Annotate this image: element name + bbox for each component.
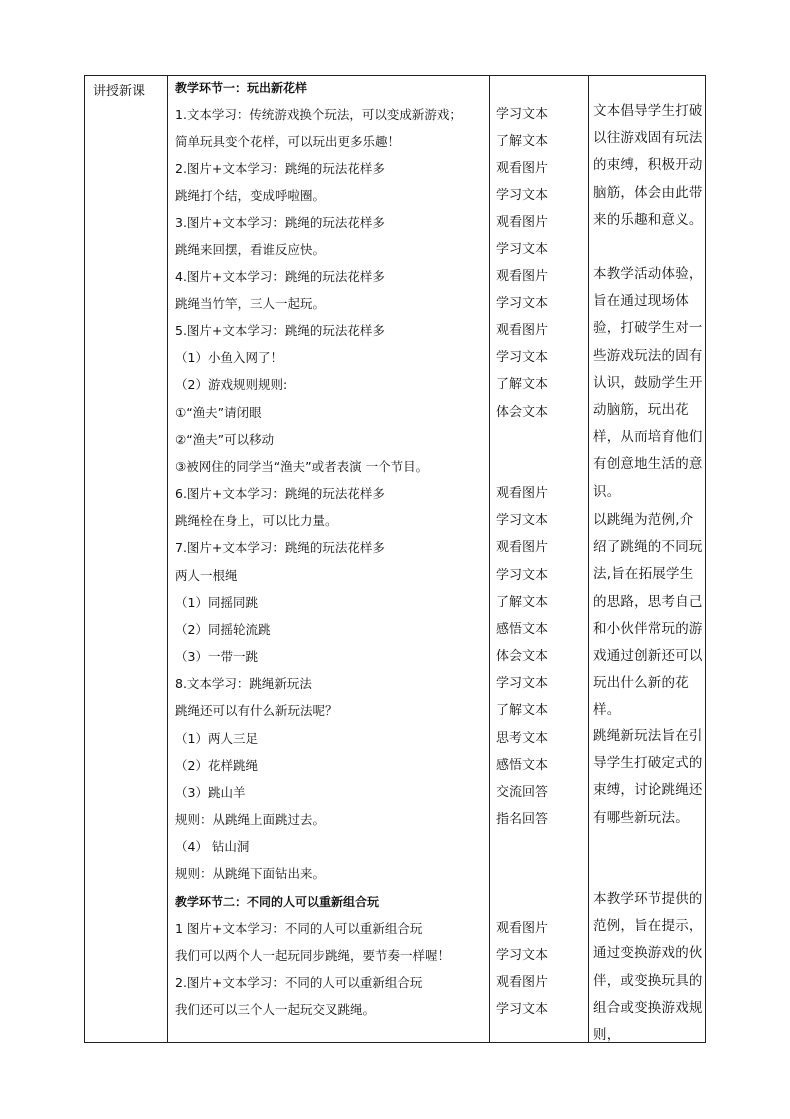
activity-item: 学习文本 xyxy=(496,242,549,257)
activity-item: 体会文本 xyxy=(496,649,549,664)
content-line: （1）两人三足 xyxy=(175,731,258,746)
content-line: 7.图片+文本学习：跳绳的玩法花样多 xyxy=(175,540,385,555)
content-line: 3.图片+文本学习：跳绳的玩法花样多 xyxy=(175,215,385,230)
content-line: 跳绳栓在身上，可以比力量。 xyxy=(175,513,338,528)
content-line: 规则：从跳绳上面跳过去。 xyxy=(175,812,326,827)
activity-item: 学习文本 xyxy=(496,350,549,365)
activity-item: 了解文本 xyxy=(496,703,549,718)
activity-item: 学习文本 xyxy=(496,188,549,203)
activity-item: 观看图片 xyxy=(496,215,549,230)
activity-item: 学习文本 xyxy=(496,676,549,691)
content-line: 我们可以两个人一起玩同步跳绳，要节奏一样喔！ xyxy=(175,948,451,963)
activity-item: 学习文本 xyxy=(496,568,549,583)
section-heading: 教学环节二：不同的人可以重新组合玩 xyxy=(175,895,380,909)
content-line: （1）小鱼入网了！ xyxy=(175,350,283,365)
activity-item: 观看图片 xyxy=(496,486,549,501)
content-line: 跳绳打个结，变成呼啦圈。 xyxy=(175,188,326,203)
activity-item: 了解文本 xyxy=(496,134,549,149)
activity-item: 指名回答 xyxy=(496,812,549,827)
column-divider xyxy=(489,76,490,1042)
activity-item: 了解文本 xyxy=(496,595,549,610)
content-line: （4） 钻山洞 xyxy=(175,839,250,854)
activity-item: 学习文本 xyxy=(496,296,549,311)
column-divider xyxy=(167,76,168,1042)
content-line: 6.图片+文本学习：跳绳的玩法花样多 xyxy=(175,486,385,501)
content-line: （3）一带一跳 xyxy=(175,649,258,664)
content-line: ③被网住的同学当“渔夫”或者表演 一个节目。 xyxy=(175,459,429,474)
design-note: 文本倡导学生打破以往游戏固有玩法的束缚，积极开动脑筋，体会由此带来的乐趣和意义。 xyxy=(593,103,703,228)
content-line: （2）同摇轮流跳 xyxy=(175,622,271,637)
content-line: 我们还可以三个人一起玩交叉跳绳。 xyxy=(175,1002,376,1017)
lesson-table xyxy=(84,75,706,1043)
content-line: 两人一根绳 xyxy=(175,568,238,583)
activity-item: 感悟文本 xyxy=(496,622,549,637)
activity-item: 体会文本 xyxy=(496,405,549,420)
section-heading: 教学环节一：玩出新花样 xyxy=(175,81,308,95)
activity-item: 了解文本 xyxy=(496,377,549,392)
activity-item: 思考文本 xyxy=(496,731,549,746)
design-note: 以跳绳为范例,介绍了跳绳的不同玩法,旨在拓展学生的思路，思考自己和小伙伴常玩的游戏通过创新还可以玩出什么新的花样。 xyxy=(593,512,703,719)
activity-item: 学习文本 xyxy=(496,948,549,963)
content-line: （3）跳山羊 xyxy=(175,785,246,800)
content-line: 1 图片+文本学习：不同的人可以重新组合玩 xyxy=(175,921,423,936)
content-line: ①“渔夫”请闭眼 xyxy=(175,405,262,420)
activity-item: 观看图片 xyxy=(496,540,549,555)
content-line: 5.图片+文本学习：跳绳的玩法花样多 xyxy=(175,323,385,338)
content-line: 跳绳来回摆，看谁反应快。 xyxy=(175,242,326,257)
activity-item: 学习文本 xyxy=(496,1002,549,1017)
design-note: 本教学活动体验，旨在通过现场体验，打破学生对一些游戏玩法的固有认识，鼓励学生开动脑筋，玩出花样，从而培育他们有创意地生活的意识。 xyxy=(593,266,703,500)
activity-item: 观看图片 xyxy=(496,975,549,990)
activity-item: 观看图片 xyxy=(496,323,549,338)
content-line: 跳绳还可以有什么新玩法呢？ xyxy=(175,703,338,718)
content-line: 2.图片+文本学习：不同的人可以重新组合玩 xyxy=(175,975,423,990)
content-line: 简单玩具变个花样，可以玩出更多乐趣！ xyxy=(175,134,401,149)
activity-item: 观看图片 xyxy=(496,269,549,284)
content-line: 2.图片+文本学习：跳绳的玩法花样多 xyxy=(175,161,385,176)
content-line: 8.文本学习：跳绳新玩法 xyxy=(175,676,312,691)
content-line: （2）游戏规则规则: xyxy=(175,377,288,392)
content-line: 1.文本学习：传统游戏换个玩法，可以变成新游戏； xyxy=(175,107,462,122)
design-note: 跳绳新玩法旨在引导学生打破定式的束缚，讨论跳绳还有哪些新玩法。 xyxy=(593,728,703,826)
content-line: 规则：从跳绳下面钻出来。 xyxy=(175,866,326,881)
content-line: （1）同摇同跳 xyxy=(175,595,258,610)
activity-item: 交流回答 xyxy=(496,785,549,800)
content-line: 跳绳当竹竿，三人一起玩。 xyxy=(175,296,326,311)
activity-item: 观看图片 xyxy=(496,161,549,176)
design-note: 本教学环节提供的范例，旨在提示，通过变换游戏的伙伴，或变换玩具的组合或变换游戏规则， xyxy=(593,891,703,1044)
content-line: ②“渔夫”可以移动 xyxy=(175,432,275,447)
activity-item: 感悟文本 xyxy=(496,758,549,773)
content-line: 4.图片+文本学习：跳绳的玩法花样多 xyxy=(175,269,385,284)
activity-item: 学习文本 xyxy=(496,513,549,528)
section-label: 讲授新课 xyxy=(93,84,146,99)
activity-item: 观看图片 xyxy=(496,921,549,936)
column-divider xyxy=(588,76,589,1042)
content-line: （2）花样跳绳 xyxy=(175,758,258,773)
activity-item: 学习文本 xyxy=(496,107,549,122)
